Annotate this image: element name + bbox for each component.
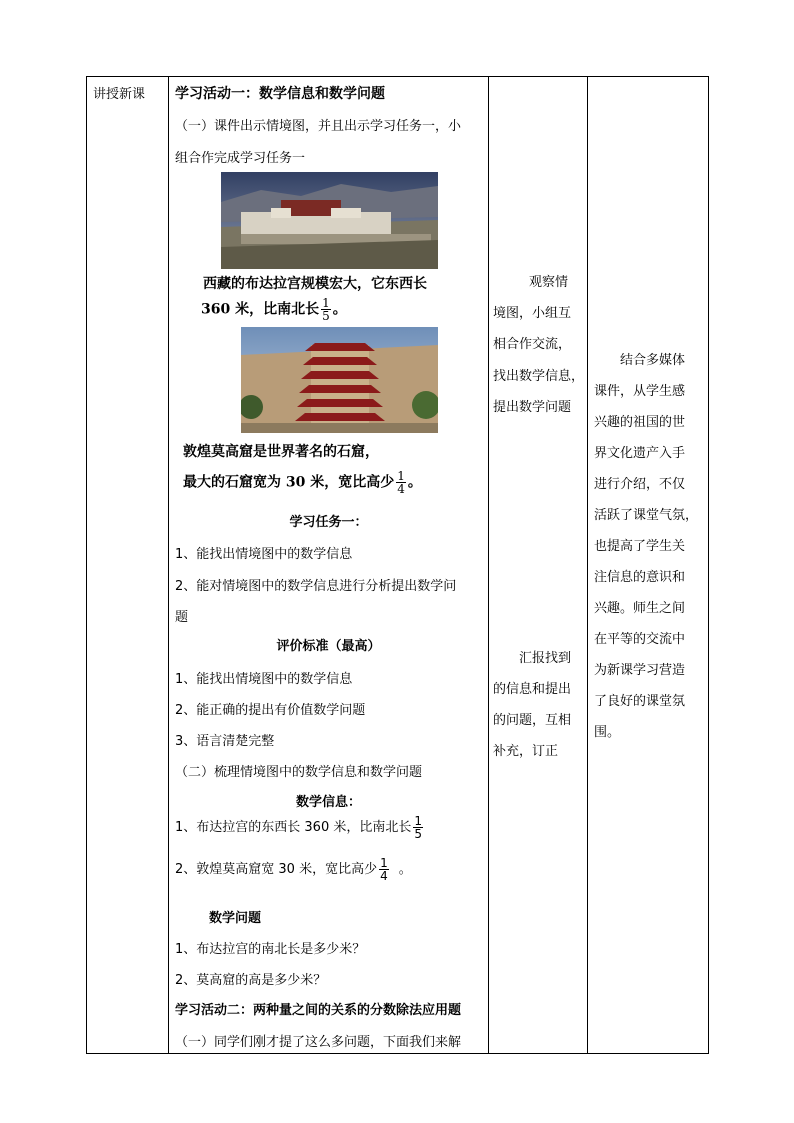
- design-intent-line: 兴趣。师生之间: [594, 601, 686, 616]
- design-intent-line: 兴趣的祖国的世: [594, 415, 686, 430]
- activity1-text-line2: 组合作完成学习任务一: [175, 151, 306, 166]
- math-question-item2: 2、莫高窟的高是多少米？: [175, 973, 327, 988]
- math-question-title: 数学问题: [209, 911, 262, 926]
- math-question-item1: 1、布达拉宫的南北长是多少米？: [175, 942, 366, 957]
- design-intent-line: 注信息的意识和: [594, 570, 686, 585]
- potala-palace-image: [221, 172, 438, 269]
- potala-caption-line2: 360 米，比南北长 $\frac{1}{5}$ 。: [201, 296, 347, 323]
- design-intent-line: 课件，从学生感: [594, 384, 686, 399]
- design-intent-line: 结合多媒体: [620, 353, 686, 368]
- fraction-one-fourth-2: $\frac{1}{4}$: [380, 856, 388, 883]
- math-info-item2: 2、敦煌莫高窟宽 30 米，宽比高少 $\frac{1}{4}$ 。: [175, 856, 412, 883]
- content-cell: [169, 77, 489, 1054]
- task1-title: 学习任务一：: [289, 515, 368, 530]
- activity1-text-line1: （一）课件出示情境图，并且出示学习任务一，小: [175, 119, 462, 134]
- student-activity-line: 的信息和提出: [493, 682, 572, 697]
- potala-caption-line1: 西藏的布达拉宫规模宏大，它东西长: [203, 276, 427, 292]
- fraction-one-fifth: $\frac{1}{5}$: [322, 296, 330, 323]
- mogao-caption-line1: 敦煌莫高窟是世界著名的石窟，: [183, 444, 379, 460]
- design-intent-line: 在平等的交流中: [594, 632, 686, 647]
- lesson-plan-table: [86, 76, 709, 1054]
- student-activity-cell: [489, 77, 588, 1054]
- task1-item2-line2: 题: [175, 610, 189, 625]
- criteria-item1: 1、能找出情境图中的数学信息: [175, 672, 353, 687]
- student-activity-line: 补充，订正: [493, 744, 559, 759]
- design-intent-line: 进行介绍，不仅: [594, 477, 686, 492]
- criteria-item2: 2、能正确的提出有价值数学问题: [175, 703, 366, 718]
- mogao-caves-image: [241, 327, 438, 433]
- design-intent-line: 界文化遗产入手: [594, 446, 686, 461]
- design-intent-cell: [588, 77, 709, 1054]
- student-activity-line: 相合作交流，: [493, 337, 572, 352]
- task1-item1: 1、能找出情境图中的数学信息: [175, 547, 353, 562]
- activity1-title: 学习活动一：数学信息和数学问题: [175, 86, 385, 102]
- mogao-caption-line2: 最大的石窟宽为 30 米，宽比高少 $\frac{1}{4}$ 。: [183, 469, 422, 496]
- student-activity-line: 汇报找到: [519, 651, 572, 666]
- design-intent-line: 围。: [594, 725, 621, 740]
- activity2-text: （一）同学们刚才提了这么多问题，下面我们来解: [175, 1035, 462, 1050]
- student-activity-line: 境图，小组互: [493, 306, 572, 321]
- student-activity-line: 提出数学问题: [493, 400, 572, 415]
- stage-cell: [87, 77, 169, 1054]
- criteria-title: 评价标准（最高）: [276, 639, 381, 654]
- stage-label: 讲授新课: [93, 87, 146, 102]
- student-activity-line: 的问题，互相: [493, 713, 572, 728]
- student-activity-line: 观察情: [529, 275, 569, 290]
- design-intent-line: 活跃了课堂气氛，: [594, 508, 699, 523]
- design-intent-line: 为新课学习营造: [594, 663, 686, 678]
- part2-text: （二）梳理情境图中的数学信息和数学问题: [175, 765, 423, 780]
- criteria-item3: 3、语言清楚完整: [175, 734, 275, 749]
- fraction-one-fifth-2: $\frac{1}{5}$: [414, 814, 422, 841]
- math-info-title: 数学信息：: [295, 795, 361, 810]
- design-intent-line: 了良好的课堂氛: [594, 694, 686, 709]
- student-activity-line: 找出数学信息，: [493, 369, 585, 384]
- design-intent-line: 也提高了学生关: [594, 539, 686, 554]
- math-info-item1: 1、布达拉宫的东西长 360 米，比南北长 $\frac{1}{5}$: [175, 814, 422, 841]
- fraction-one-fourth: $\frac{1}{4}$: [397, 469, 405, 496]
- task1-item2-line1: 2、能对情境图中的数学信息进行分析提出数学问: [175, 579, 457, 594]
- activity2-title: 学习活动二：两种量之间的关系的分数除法应用题: [175, 1003, 462, 1018]
